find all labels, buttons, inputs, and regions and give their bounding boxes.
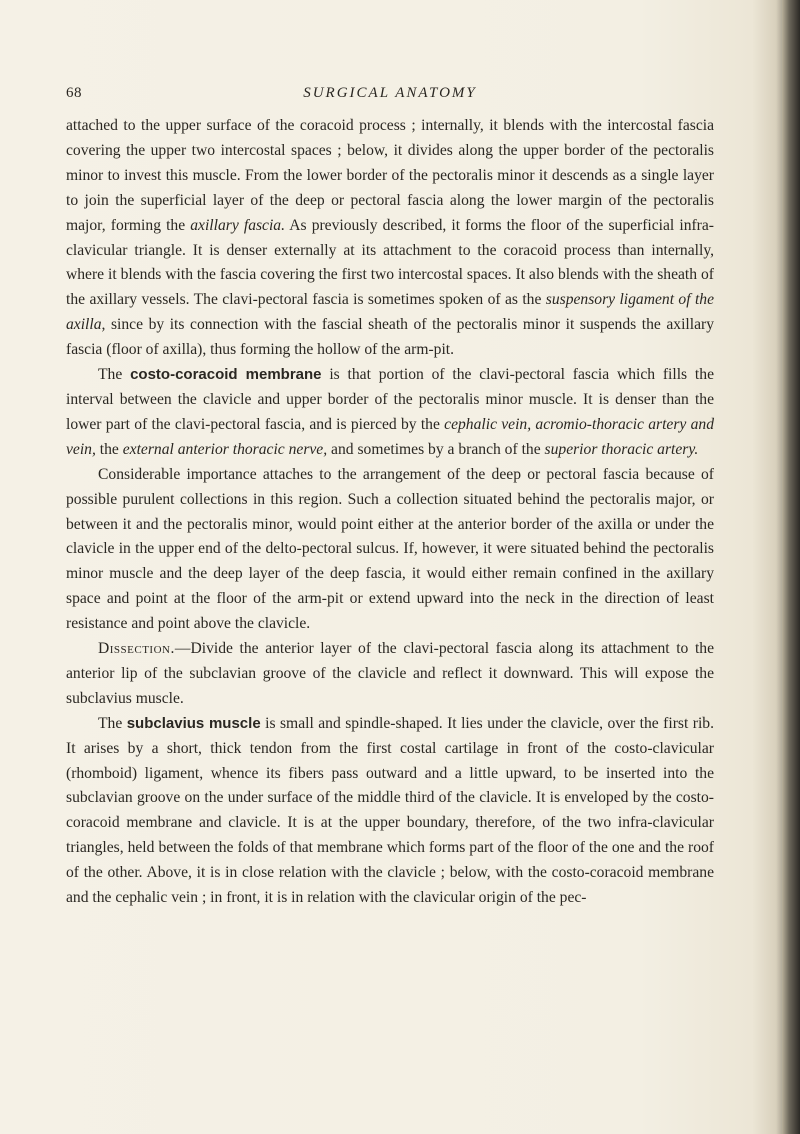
text-run: since by its connection with the fascial sheath of the pectoralis minor it suspends the axillary fascia (floor of axilla), thus forming the hollow of the arm-pit.: [66, 316, 714, 359]
text-run: Considerable importance attaches to the arrangement of the deep or pectoral fascia because of possible purulent collections in this region. Such a collection situated behind the pectoralis major, or between it and the pectoralis minor, would point either at the anterior border of the axilla or under the clavicle in the upper end of the delto-pectoral sulcus. If, however, it were situated behind the pectoralis minor muscle and the deep layer of the deep fascia, it would either remain confined in the axillary space and point at the floor of the arm-pit or extend upward into the neck in the direction of least resistance and point above the clavicle.: [66, 465, 714, 633]
page-number: 68: [66, 85, 82, 101]
paragraph: [66, 363, 714, 463]
text-run: attached to the upper surface of the coracoid process ; internally, it blends with the intercostal fascia covering the upper two intercostal spaces ; below, it divides along the upper border of the pectoralis minor to invest this muscle. From the lower border of the pectoralis minor it descends as a single layer to join the superficial layer of the deep or pectoral fascia along the lower margin of the pectoralis major, forming the: [66, 117, 714, 234]
text-run: is that portion of the clavi-pectoral fascia which fills the interval between the clavicle and upper border of the pectoralis minor muscle. It is denser than the lower part of the clavi-pectoral fascia, and is pierced by the: [66, 366, 714, 433]
paragraph: [66, 637, 714, 712]
text-run: and sometimes by a branch of the: [327, 440, 545, 458]
italic-term: superior thoracic artery.: [544, 440, 699, 458]
italic-term: external anterior thoracic nerve,: [122, 440, 328, 458]
bold-term: costo-coracoid membrane: [130, 366, 322, 384]
paragraph: [66, 463, 714, 637]
text-run: —Divide the anterior layer of the clavi-pectoral fascia along its attachment to the anterior lip of the subclavian groove of the clavicle and reflect it downward. This will expose the subclavius muscle.: [66, 640, 714, 707]
running-head: [66, 85, 714, 109]
italic-term: suspensory ligament of the axilla,: [66, 291, 715, 334]
text-run: is small and spindle-shaped. It lies under the clavicle, over the first rib. It arises by a short, thick tendon from the first costal cartilage in front of the costo-clavicular (rhomboid) ligament, whence its fibers pass outward and a little upward, to be inserted into the subclavian groove on the under surface of the middle third of the clavicle. It is enveloped by the costo-coracoid membrane and clavicle. It is at the upper boundary, therefore, of the two infra-clavicular triangles, held between the folds of that membrane which forms part of the floor of the one and the roof of the other. Above, it is in close relation with the clavicle ; below, with the costo-coracoid membrane and the cephalic vein ; in front, it is in relation with the clavicular origin of the pec-: [66, 714, 714, 907]
text-run: The: [98, 366, 131, 384]
bold-term: subclavius muscle: [126, 714, 261, 732]
book-gutter-shadow: [782, 0, 800, 1134]
italic-term: axillary fascia.: [190, 216, 286, 234]
text-run: As previously described, it forms the floor of the superficial infra-clavicular triangle. It is denser externally at its attachment to the coracoid process than internally, where it blends with the fascia covering the first two intercostal spaces. It also blends with the sheath of the axillary vessels. The clavi-pectoral fascia is sometimes spoken of as the: [66, 216, 714, 309]
body-text: [66, 114, 714, 911]
section-label: Dissection.: [98, 640, 175, 658]
italic-term: cephalic vein, acromio-thoracic artery and vein,: [66, 415, 714, 458]
running-title: SURGICAL ANATOMY: [303, 85, 477, 101]
paragraph: [66, 114, 714, 363]
text-run: the: [95, 440, 123, 458]
paragraph: [66, 712, 714, 911]
text-run: The: [98, 714, 127, 732]
